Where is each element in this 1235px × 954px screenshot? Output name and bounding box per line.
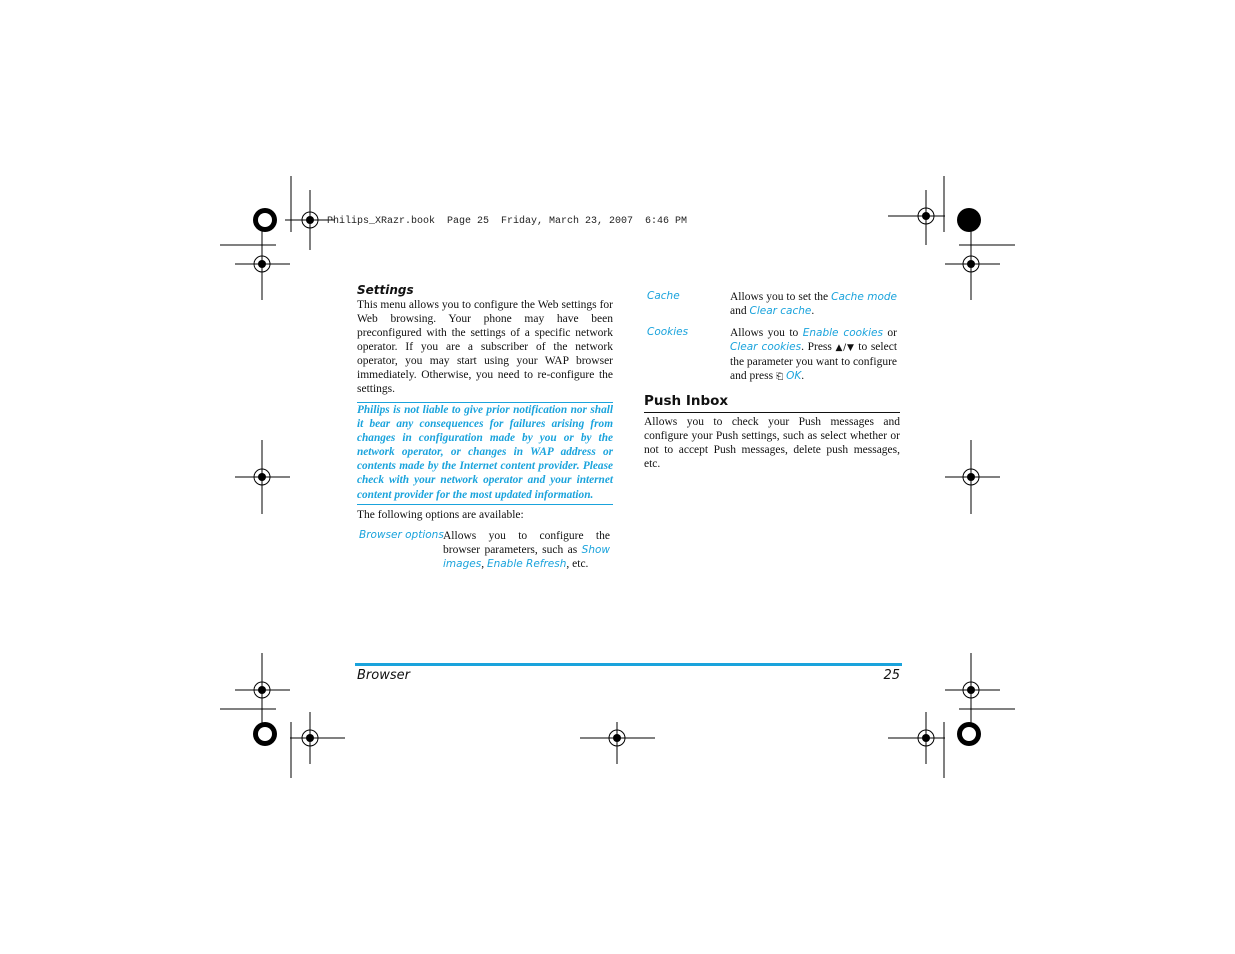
desc-text: Allows you to set the xyxy=(730,291,832,303)
desc-text: Allows you to configure the browser parameters, such as xyxy=(443,530,610,556)
desc-term-enable-refresh: Enable Refresh xyxy=(486,558,567,570)
desc-text: , etc. xyxy=(566,558,589,570)
desc-text: to select the parameter you want to configure and press xyxy=(730,341,898,382)
desc-text: . xyxy=(811,305,815,317)
option-desc-cookies xyxy=(730,326,897,384)
push-inbox-paragraph: Allows you to check your Push messages and configure your Push settings, such as select whether or not to accept Push messages, delete push messages, etc. xyxy=(644,416,900,470)
up-down-arrow-icon: ▲/▼ xyxy=(835,343,855,353)
option-label-cookies: Cookies xyxy=(647,326,689,338)
desc-text: or xyxy=(882,327,897,339)
desc-term-clear-cache: Clear cache xyxy=(749,305,812,317)
option-label-cache: Cache xyxy=(647,290,680,302)
footer-section-name: Browser xyxy=(357,668,410,683)
desc-text: and xyxy=(730,305,750,317)
options-intro: The following options are available: xyxy=(357,509,524,521)
settings-paragraph: This menu allows you to configure the Web settings for Web browsing. Your phone may have been preconfigured with the settings of a specific network operator. If you are a subscriber of the network operator, you may start using your WAP browser immediately. Otherwise, you need to re-configure the settings. xyxy=(357,299,613,395)
page-number: 25 xyxy=(883,668,900,683)
desc-text: , xyxy=(481,558,487,570)
option-label-browser-options: Browser options xyxy=(359,529,444,541)
desc-text: Allows you to xyxy=(730,327,803,339)
desc-term-enable-cookies: Enable cookies xyxy=(802,327,883,339)
notice-bottom-rule xyxy=(357,504,613,505)
push-inbox-rule xyxy=(644,412,900,413)
option-desc-cache xyxy=(730,290,897,318)
push-inbox-heading: Push Inbox xyxy=(644,393,729,409)
desc-text: . xyxy=(801,370,805,382)
desc-term-show-images: Show images xyxy=(443,544,610,570)
desc-term-ok: OK xyxy=(786,370,802,382)
settings-heading: Settings xyxy=(357,283,414,297)
softkey-icon: ⎗ xyxy=(776,372,784,382)
book-header-line: Philips_XRazr.book Page 25 Friday, March 23, 2007 6:46 PM xyxy=(327,216,688,227)
desc-text: . Press xyxy=(801,341,836,353)
footer-rule xyxy=(355,663,902,666)
option-desc-browser-options xyxy=(443,529,610,571)
desc-term-clear-cookies: Clear cookies xyxy=(730,341,802,353)
desc-term-cache-mode: Cache mode xyxy=(831,291,897,303)
liability-notice: Philips is not liable to give prior notification nor shall it bear any consequences for failures arising from changes in configuration made by you or by the network operator, or changes in WAP address or contents made by the Internet content provider. Please check with your network operator and your internet content provider for the most updated information. xyxy=(357,404,613,501)
